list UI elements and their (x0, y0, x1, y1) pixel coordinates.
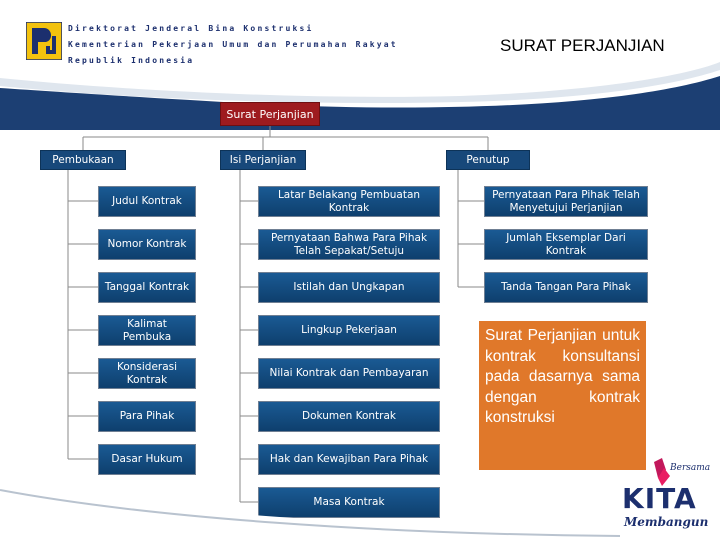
penutup-item: Pernyataan Para Pihak Telah Menyetujui Perjanjian (484, 186, 648, 217)
logo-top-text: Bersama (670, 463, 711, 473)
isi-item: Lingkup Pekerjaan (258, 315, 440, 346)
category-pembukaan: Pembukaan (40, 150, 126, 170)
pembukaan-item: Tanggal Kontrak (98, 272, 196, 303)
root-node: Surat Perjanjian (220, 102, 320, 126)
note-box: Surat Perjanjian untuk kontrak konsultansi pada dasarnya sama dengan kontrak konstruksi (479, 321, 646, 470)
penutup-item: Tanda Tangan Para Pihak (484, 272, 648, 303)
pembukaan-item: Judul Kontrak (98, 186, 196, 217)
penutup-item: Jumlah Eksemplar Dari Kontrak (484, 229, 648, 260)
isi-item: Hak dan Kewajiban Para Pihak (258, 444, 440, 475)
agency-line-2: Kementerian Pekerjaan Umum dan Perumahan Rakyat (68, 40, 398, 49)
agency-line-3: Republik Indonesia (68, 56, 195, 65)
pembukaan-item: Nomor Kontrak (98, 229, 196, 260)
category-penutup: Penutup (446, 150, 530, 170)
isi-item: Dokumen Kontrak (258, 401, 440, 432)
page-title: SURAT PERJANJIAN (500, 36, 665, 55)
category-isi-perjanjian: Isi Perjanjian (220, 150, 306, 170)
isi-item: Pernyataan Bahwa Para Pihak Telah Sepakat/Setuju (258, 229, 440, 260)
isi-item: Nilai Kontrak dan Pembayaran (258, 358, 440, 389)
logo-bottom-text: Membangun (624, 515, 709, 529)
isi-item: Istilah dan Ungkapan (258, 272, 440, 303)
isi-item: Latar Belakang Pembuatan Kontrak (258, 186, 440, 217)
logo-main-text: KITA (622, 482, 697, 515)
agency-line-1: Direktorat Jenderal Bina Konstruksi (68, 24, 314, 33)
pembukaan-item: Para Pihak (98, 401, 196, 432)
isi-item: Masa Kontrak (258, 487, 440, 518)
pembukaan-item: Dasar Hukum (98, 444, 196, 475)
footer-swoosh (0, 470, 720, 540)
pembukaan-item: Konsiderasi Kontrak (98, 358, 196, 389)
kita-logo-icon (618, 456, 718, 536)
pembukaan-item: Kalimat Pembuka (98, 315, 196, 346)
